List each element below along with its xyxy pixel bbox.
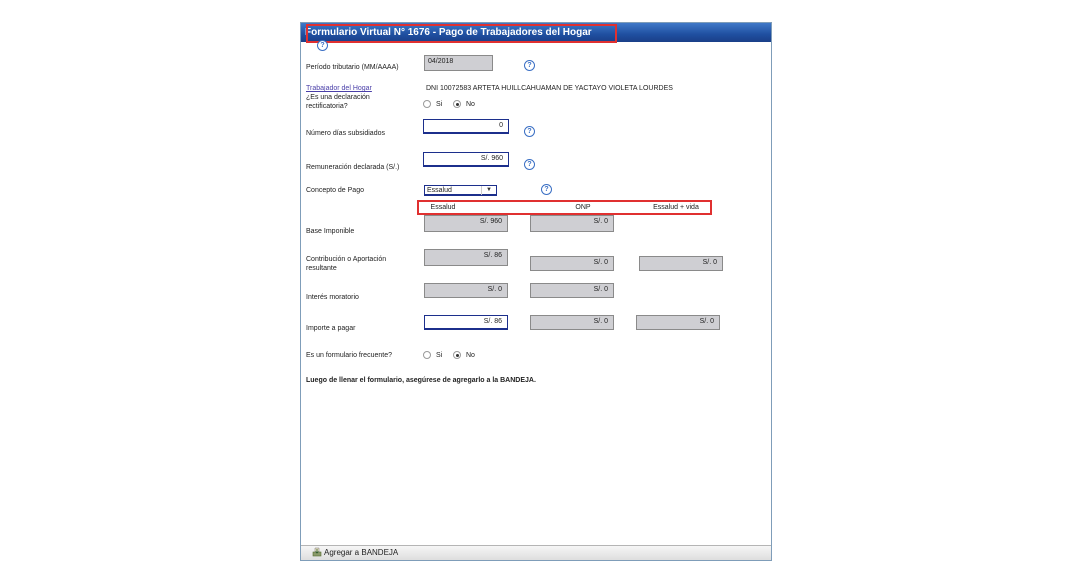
frecuente-si-radio[interactable]: [423, 351, 431, 359]
add-to-bandeja-button[interactable]: [312, 547, 398, 559]
contribucion-essalud-vida: S/. 0: [639, 256, 723, 271]
importe-label: Importe a pagar: [306, 325, 356, 332]
form-window: [300, 22, 772, 561]
importe-essalud[interactable]: S/. 86: [424, 315, 508, 330]
frecuente-no-radio[interactable]: [453, 351, 461, 359]
concepto-label: Concepto de Pago: [306, 187, 364, 194]
period-label: Período tributario (MM/AAAA): [306, 64, 399, 71]
interes-onp: S/. 0: [530, 283, 614, 298]
concepto-selected: Essalud: [427, 187, 452, 194]
frecuente-no-label: No: [466, 352, 475, 359]
frecuente-label: Es un formulario frecuente?: [306, 352, 392, 359]
base-imponible-essalud: S/. 960: [424, 215, 508, 232]
bandeja-note: Luego de llenar el formulario, asegúrese de agregarlo a la BANDEJA.: [306, 377, 536, 384]
frecuente-si-label: Si: [436, 352, 443, 359]
concepto-select[interactable]: [424, 185, 497, 196]
contribucion-label: Contribución o Aportación resultante: [306, 256, 387, 272]
window-title: Formulario Virtual N° 1676 - Pago de Trabajadores del Hogar: [305, 27, 592, 38]
rectificatoria-si-radio[interactable]: [423, 100, 431, 108]
interes-essalud: S/. 0: [424, 283, 508, 298]
dias-subsidiados-label: Número días subsidiados: [306, 130, 385, 137]
help-icon[interactable]: ?: [317, 40, 328, 51]
remuneracion-input[interactable]: S/. 960: [423, 152, 509, 167]
rectificatoria-no-radio[interactable]: [453, 100, 461, 108]
rectificatoria-no-label: No: [466, 101, 475, 108]
chevron-down-icon[interactable]: ▼: [481, 186, 496, 195]
help-icon[interactable]: ?: [524, 60, 535, 71]
period-field: 04/2018: [424, 55, 493, 71]
column-header-onp: ONP: [575, 204, 591, 211]
worker-value: DNI 10072583 ARTETA HUILLCAHUAMAN DE YACTAYO VIOLETA LOURDES: [426, 85, 673, 92]
importe-essalud-vida: S/. 0: [636, 315, 720, 330]
column-header-essalud-vida: Essalud + vida: [653, 204, 699, 211]
footer-bar: [301, 545, 771, 560]
add-to-bandeja-label: Agregar a BANDEJA: [324, 548, 399, 557]
base-imponible-onp: S/. 0: [530, 215, 614, 232]
column-header-essalud: Essalud: [430, 204, 456, 211]
help-icon[interactable]: ?: [524, 126, 535, 137]
base-imponible-label: Base Imponible: [306, 228, 355, 235]
worker-link[interactable]: Trabajador del Hogar: [306, 85, 372, 92]
title-highlight-box: [306, 24, 617, 43]
rectificatoria-si-label: Si: [436, 101, 443, 108]
contribucion-essalud: S/. 86: [424, 249, 508, 266]
help-icon[interactable]: ?: [541, 184, 552, 195]
contribucion-onp: S/. 0: [530, 256, 614, 271]
rectificatoria-label: ¿Es una declaración rectificatoria?: [306, 94, 370, 110]
importe-onp: S/. 0: [530, 315, 614, 330]
help-icon[interactable]: ?: [524, 159, 535, 170]
tray-icon: [312, 547, 322, 557]
remuneracion-label: Remuneración declarada (S/.): [306, 164, 400, 171]
dias-subsidiados-input[interactable]: 0: [423, 119, 509, 134]
interes-label: Interés moratorio: [306, 294, 359, 301]
